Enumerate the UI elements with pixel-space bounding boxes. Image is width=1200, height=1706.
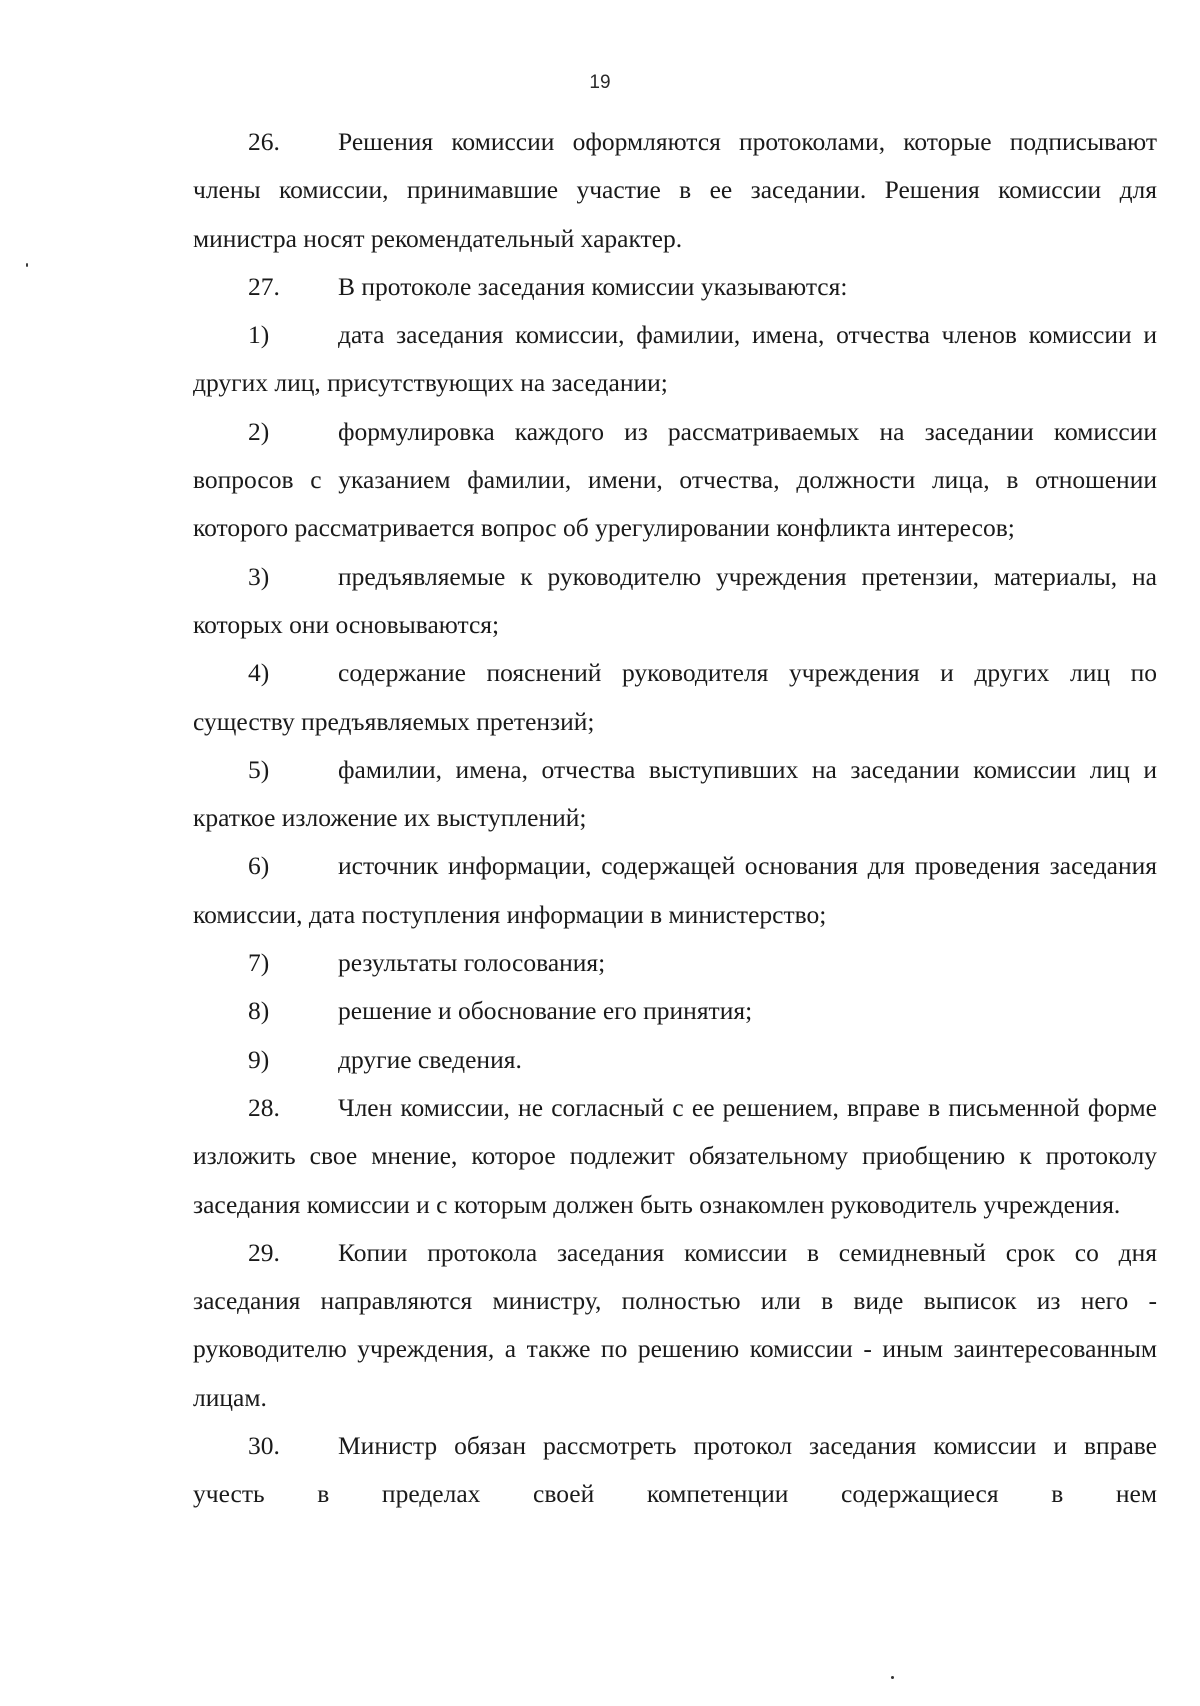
paragraph-number: 27. <box>248 271 280 301</box>
list-item-number: 2) <box>248 416 270 446</box>
paragraph-number: 30. <box>248 1431 280 1461</box>
list-item-number: 4) <box>248 658 270 688</box>
list-item-text: решение и обоснование его принятия; <box>338 996 753 1026</box>
list-item-text: источник информации, содержащей основания для проведения заседания комиссии, дата поступления информации в министерство; <box>193 851 1157 929</box>
list-item-number: 5) <box>248 754 270 784</box>
paragraph-text: Член комиссии, не согласный с ее решением, вправе в письменной форме изложить свое мнение, которое подлежит обязательному приобщению к протоколу заседания комиссии и с которым должен быть ознакомлен руководитель учреждения. <box>193 1092 1157 1219</box>
paragraph-26 <box>193 118 1157 263</box>
list-item-text: дата заседания комиссии, фамилии, имена, отчества членов комиссии и других лиц, присутствующих на заседании; <box>193 320 1157 398</box>
list-item-number: 8) <box>248 996 270 1026</box>
list-item-number: 1) <box>248 320 270 350</box>
paragraph-text: В протоколе заседания комиссии указываются: <box>338 271 848 301</box>
list-item-5 <box>193 746 1157 843</box>
paragraph-number: 28. <box>248 1092 280 1122</box>
paragraph-number: 26. <box>248 127 280 156</box>
list-item-text: формулировка каждого из рассматриваемых на заседании комиссии вопросов с указанием фамилии, имени, отчества, должности лица, в отношении которого рассматривается вопрос об урегулировании конфликта интересов; <box>193 416 1157 543</box>
list-item-2 <box>193 408 1157 553</box>
list-item-7 <box>193 939 1157 987</box>
list-item-number: 3) <box>248 561 270 591</box>
paragraph-text: Копии протокола заседания комиссии в семидневный срок со дня заседания направляются министру, полностью или в виде выписок из него - руководителю учреждения, а также по решению комиссии - иным заинтересованным лицам. <box>193 1237 1157 1412</box>
list-item-text: фамилии, имена, отчества выступивших на заседании комиссии лиц и краткое изложение их выступлений; <box>193 754 1157 833</box>
list-item-number: 7) <box>248 948 270 978</box>
list-item-3 <box>193 553 1157 650</box>
list-item-1 <box>193 311 1157 408</box>
list-item-text: предъявляемые к руководителю учреждения претензии, материалы, на которых они основываются; <box>193 561 1157 639</box>
list-item-number: 9) <box>248 1044 270 1074</box>
document-body <box>193 118 1157 1519</box>
paragraph-30 <box>193 1422 1157 1519</box>
list-item-9 <box>193 1036 1157 1084</box>
paragraph-number: 29. <box>248 1237 280 1267</box>
list-item-8 <box>193 987 1157 1035</box>
list-item-text: другие сведения. <box>338 1044 522 1074</box>
paragraph-27 <box>193 263 1157 311</box>
paragraph-text: Министр обязан рассмотреть протокол заседания комиссии и вправе учесть в пределах своей компетенции содержащиеся в нем <box>193 1431 1157 1509</box>
list-item-6 <box>193 842 1157 939</box>
list-item-text: содержание пояснений руководителя учреждения и других лиц по существу предъявляемых претензий; <box>193 658 1157 736</box>
paragraph-29 <box>193 1229 1157 1422</box>
list-item-4 <box>193 649 1157 746</box>
list-item-text: результаты голосования; <box>338 948 606 978</box>
list-item-number: 6) <box>248 851 270 881</box>
page-number: 19 <box>589 72 611 93</box>
scan-speck <box>891 1676 894 1679</box>
scan-speck <box>26 263 28 267</box>
paragraph-text: Решения комиссии оформляются протоколами, которые подписывают члены комиссии, принимавшие участие в ее заседании. Решения комиссии для министра носят рекомендательный характер. <box>193 127 1157 253</box>
paragraph-28 <box>193 1084 1157 1229</box>
